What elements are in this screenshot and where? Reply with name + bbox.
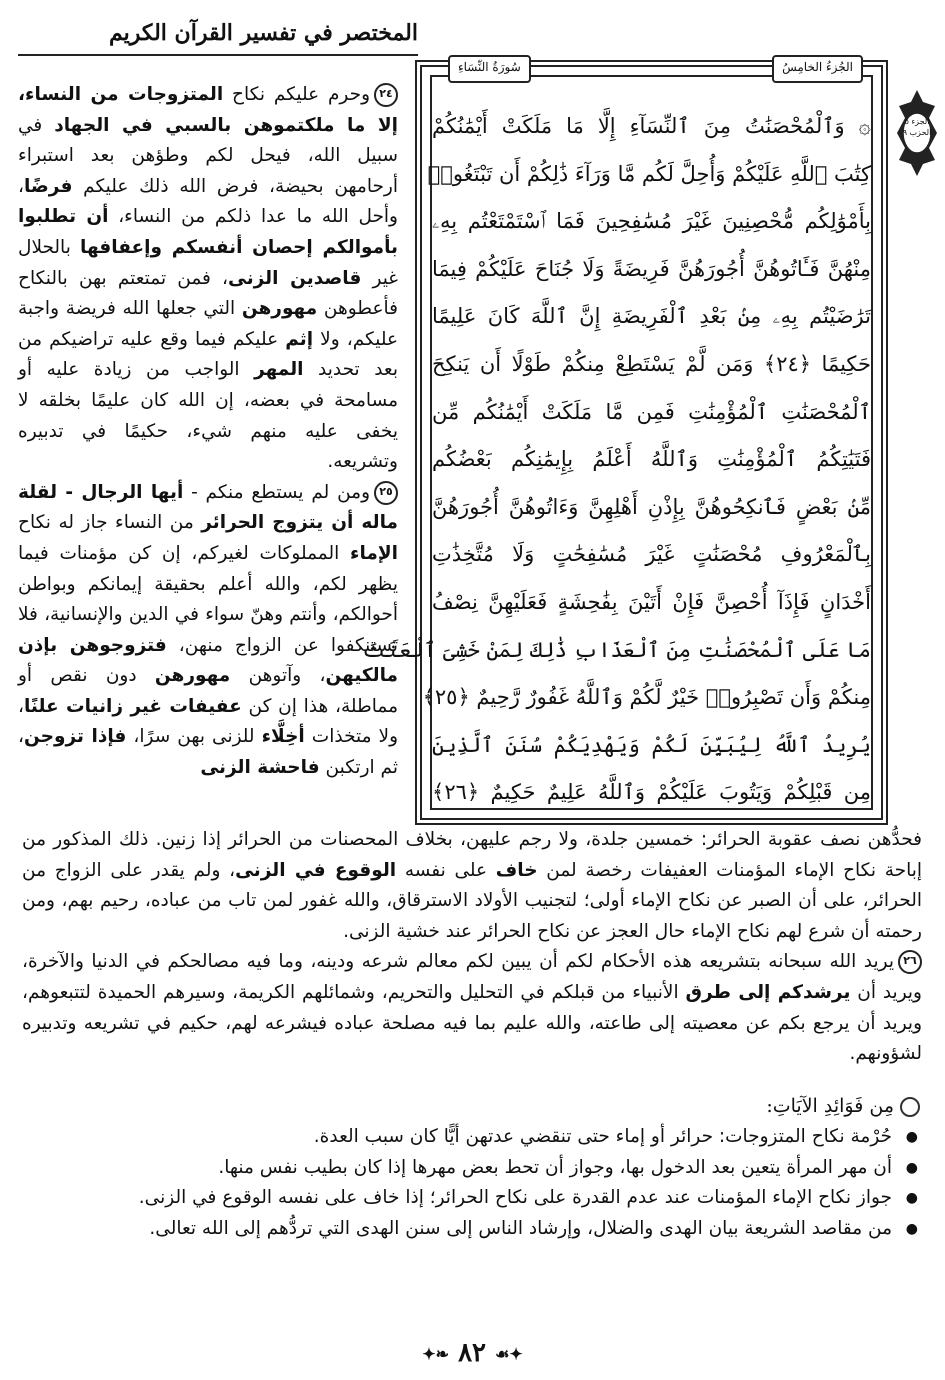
tafsir-text: من النساء جاز له نكاح — [18, 512, 202, 534]
quran-line: أَخْدَانٍ فَإِذَآ أُحْصِنَّ فَإِنْ أَتَيْنَ بِفَٰحِشَةٍ فَعَلَيْهِنَّ نِصْفُ — [432, 589, 871, 614]
tafsir-text: دون نقص أو مماطلة، هذا إن كن — [18, 665, 398, 717]
tafsir-text: الأنبياء من قبلكم في التحليل والتحريم، وشمائلهم الكريمة، وسيرهم الحميدة لتتبعوهم، ويريد أن يرجع بكم عن معصيته إلى طاعته، والله عليم بما فيه مصلحة عباده فيشرعه لهم، حكيم في تشريعه وتدبيره لشؤونهم. — [22, 981, 922, 1065]
tafsir-highlight: فإذا تزوجن — [23, 726, 127, 748]
tafsir-verse-24 — [18, 80, 398, 478]
tafsir-highlight: المتزوجات من النساء، إلا ما ملكتموهن بالسبي في الجهاد — [18, 84, 398, 136]
tafsir-text: الواجب من زيادة عليه أو مسامحة في بعضه، إن الله كان عليمًا بخلقه لا يخفى عليه منهم شيء، حكيمًا في تدبيره وتشريعه. — [18, 359, 398, 473]
tafsir-text: للزنى بهن سرًا، — [126, 726, 262, 748]
tafsir-fullwidth — [22, 825, 922, 1070]
fawaid-item: ● من مقاصد الشريعة بيان الهدى والضلال، وإرشاد الناس إلى سنن الهدى التي تردُّهم إلى الله تعالى. — [40, 1214, 920, 1245]
tafsir-highlight: مهورهن — [154, 665, 231, 687]
quran-line: فَتَيَٰتِكُمُ ٱلْمُؤْمِنَٰتِ وَٱللَّهُ أَعْلَمُ بِإِيمَٰنِكُم بَعْضُكُم — [432, 447, 871, 472]
fawaid-item: ● جواز نكاح الإماء المؤمنات عند عدم القدرة على نكاح الحرائر؛ إذا خاف على نفسه الوقوع في الزنى. — [40, 1183, 920, 1214]
fawaid-title: مِن فَوَائِدِ الآيَاتِ: — [766, 1095, 894, 1117]
right-flourish-icon: ☙✦ — [495, 1344, 523, 1364]
tafsir-column — [18, 80, 398, 784]
tafsir-text: عليكم فيما وقع عليه تراضيكم من بعد تحديد — [18, 328, 398, 381]
tafsir-highlight: يرشدكم إلى طرق — [685, 981, 851, 1003]
tafsir-highlight: مهورهن — [241, 298, 318, 320]
quran-line: مِنْهُنَّ فَـَٔاتُوهُنَّ أُجُورَهُنَّ فَرِيضَةً وَلَا جُنَاحَ عَلَيْكُمْ فِيمَا — [432, 256, 871, 281]
tafsir-highlight: إثم — [285, 328, 314, 350]
tafsir-highlight: أيها الرجال - لقلة ماله أن يتزوج الحرائر — [18, 481, 398, 534]
flower-ornament-icon — [900, 1097, 920, 1117]
quran-line: حَكِيمًا ﴿٢٤﴾ وَمَن لَّمْ يَسْتَطِعْ مِنكُمْ طَوْلًا أَن يَنكِحَ — [432, 351, 872, 376]
quran-line: مِن قَبْلِكُمْ وَيَتُوبَ عَلَيْكُمْ وَٱللَّهُ عَلِيمٌ حَكِيمٌ ﴿٢٦﴾ — [432, 780, 871, 805]
tafsir-text: وحرم عليكم نكاح — [223, 84, 370, 105]
juz-label: الجُزءُ الخامِسُ — [772, 55, 863, 83]
juz-hizb-label: الجزء ٥ الحزب ٩ — [902, 117, 932, 137]
tafsir-text: ، وأحل الله ما عدا ذلكم من النساء، — [18, 175, 398, 228]
tafsir-text: في سبيل الله، فيحل لكم وطؤهن بعد استبراء أرحامهن بحيضة، فرض الله ذلك عليكم — [18, 114, 398, 197]
verse-number-badge: ٢٦ — [898, 950, 922, 974]
fawaid-heading — [766, 1095, 920, 1117]
tafsir-text: ، فمن تمتعتم بهن بالنكاح فأعطوهن — [18, 267, 398, 320]
quran-line: مَا عَلَى ٱلْمُحْصَنَٰتِ مِنَ ٱلْعَذَابِ ذَٰلِكَ لِمَنْ خَشِىَ ٱلْعَنَتَ — [362, 637, 871, 662]
tafsir-text: يريد الله سبحانه بتشريعه هذه الأحكام لكم أن يبين لكم معالم شرعه ودينه، وما فيه مصالحكم في الدنيا والآخرة، ويريد أن — [22, 951, 922, 1003]
verse-number-badge: ٢٥ — [374, 481, 398, 505]
quran-line: ٱلْمُحْصَنَٰتِ ٱلْمُؤْمِنَٰتِ فَمِن مَّا مَلَكَتْ أَيْمَٰنُكُم مِّن — [432, 399, 871, 424]
book-title: المختصر في تفسير القرآن الكريم — [109, 20, 418, 46]
running-header — [18, 12, 418, 62]
tafsir-highlight: فرضًا — [23, 175, 73, 197]
tafsir-verse-26 — [22, 947, 922, 1069]
quran-line: تَرَٰضَيْتُم بِهِۦ مِنۢ بَعْدِ ٱلْفَرِيضَةِ إِنَّ ٱللَّهَ كَانَ عَلِيمًا — [432, 304, 871, 329]
fawaid-list — [40, 1122, 920, 1244]
quran-line: مِّنۢ بَعْضٍ فَٱنكِحُوهُنَّ بِإِذْنِ أَهْلِهِنَّ وَءَاتُوهُنَّ أُجُورَهُنَّ — [432, 494, 871, 519]
juz-hizb-ornament — [893, 88, 941, 178]
header-rule — [18, 54, 418, 56]
tafsir-verse-25 — [18, 478, 398, 784]
tafsir-highlight: أخِلَّاء — [261, 726, 305, 748]
tafsir-highlight: خاف — [495, 859, 538, 881]
tafsir-text: ومن لم يستطع منكم - — [183, 481, 371, 503]
quran-line: يُرِيدُ ٱللَّهُ لِيُبَيِّنَ لَكُمْ وَيَهْدِيَكُمْ سُنَنَ ٱلَّذِينَ — [432, 732, 871, 757]
tafsir-verse-25-continued — [22, 825, 922, 947]
surah-label: سُورَةُ النِّسَاءِ — [448, 55, 531, 83]
quran-line: مِنكُمْ وَأَن تَصْبِرُوا۟ خَيْرٌ لَّكُمْ وَٱللَّهُ غَفُورٌ رَّحِيمٌ ﴿٢٥﴾ — [422, 685, 871, 710]
fawaid-item: ● حُرْمة نكاح المتزوجات: حرائر أو إماء حتى تنقضي عدتهن أيًّا كان سبب العدة. — [40, 1122, 920, 1153]
tafsir-text: ، ثم ارتكبن — [18, 726, 398, 779]
page-number — [400, 1338, 545, 1368]
tafsir-highlight: الوقوع في الزنى — [235, 859, 397, 881]
tafsir-highlight: الإماء — [350, 542, 398, 564]
quran-line: ۞ وَٱلْمُحْصَنَٰتُ مِنَ ٱلنِّسَآءِ إِلَّا مَا مَلَكَتْ أَيْمَٰنُكُمْ — [432, 114, 871, 138]
tafsir-highlight: المهر — [254, 359, 304, 381]
tafsir-highlight: قاصدين الزنى — [227, 267, 362, 289]
tafsir-highlight: فاحشة الزنى — [200, 757, 320, 779]
page-number-value: ٨٢ — [458, 1338, 486, 1368]
tafsir-text: ، ولم يقدر على الزواج من الحرائر، على أن الصبر عن نكاح الإماء أولى؛ لتجنيب الأولاد الاسترقاق، والله غفور لمن تاب من عباده، رحيم بهم، ومن رحمته أن شرع لهم نكاح الإماء حال العجز عن نكاح الحرائر عند خشية الزنى. — [22, 859, 922, 942]
quran-line: بِأَمْوَٰلِكُم مُّحْصِنِينَ غَيْرَ مُسَٰفِحِينَ فَمَا ٱسْتَمْتَعْتُم بِهِۦ — [432, 209, 871, 234]
quran-line: بِٱلْمَعْرُوفِ مُحْصَنَٰتٍ غَيْرَ مُسَٰفِحَٰتٍ وَلَا مُتَّخِذَٰتِ — [432, 542, 871, 567]
verse-number-badge: ٢٤ — [374, 83, 398, 107]
quran-line: كِتَٰبَ ٱللَّهِ عَلَيْكُمْ وَأُحِلَّ لَكُم مَّا وَرَآءَ ذَٰلِكُمْ أَن تَبْتَغُوا۟ — [427, 161, 871, 186]
tafsir-text: فحدُّهن نصف عقوبة الحرائر: خمسين جلدة، ولا رجم عليهن، بخلاف المحصنات من الحرائر إذا زنين. ذلك المذكور من إباحة نكاح الإماء المؤمنات العفيفات رخصة لمن — [22, 829, 923, 881]
tafsir-text: التي جعلها الله فريضة واجبة عليكم، ولا — [18, 298, 398, 350]
tafsir-text: ، ولا متخذات — [18, 695, 398, 748]
tafsir-text: ، وآتوهن — [230, 665, 326, 687]
tafsir-highlight: أن تطلبوا بأموالكم إحصان أنفسكم وإعفافها — [18, 206, 398, 258]
tafsir-text: بالحلال غير — [18, 236, 398, 289]
tafsir-text: على نفسه — [396, 859, 496, 881]
tafsir-highlight: فتزوجوهن بإذن مالكيهن — [18, 634, 398, 687]
tafsir-text: المملوكات لغيركم، إن كن مؤمنات فيما يظهر لكم، والله أعلم بحقيقة إيمانكم وبواطن أحوالكم، وأنتم وهنّ سواء في الدين والإنسانية، فلا تَستنكفوا عن الزواج منهن، — [18, 542, 398, 656]
left-flourish-icon: ✦❧ — [422, 1344, 449, 1364]
fawaid-item: ● أن مهر المرأة يتعين بعد الدخول بها، وجواز أن تحط بعض مهرها إذا كان بطيب نفس منها. — [40, 1153, 920, 1184]
tafsir-highlight: عفيفات غير زانيات علنًا — [23, 695, 242, 717]
